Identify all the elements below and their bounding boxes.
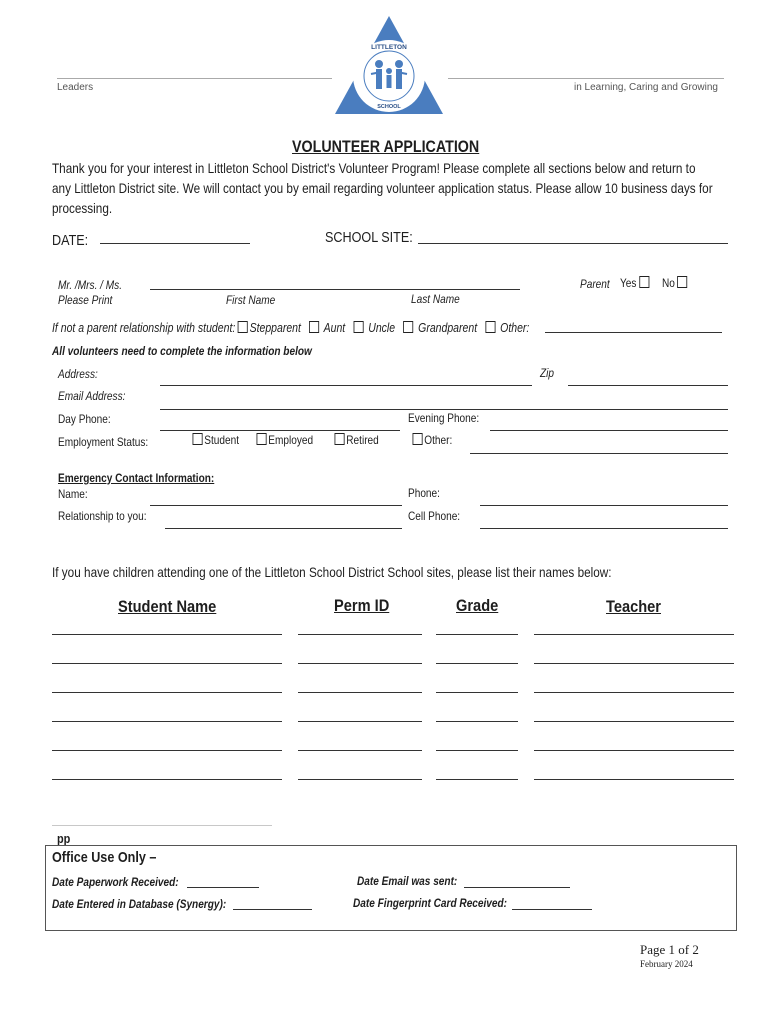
student-name-field[interactable]: [52, 779, 282, 780]
parent-no-option[interactable]: [662, 276, 689, 290]
email-sent-field[interactable]: [464, 887, 570, 888]
no-label: No: [662, 276, 675, 290]
ec-cell-field[interactable]: [480, 528, 728, 529]
teacher-field[interactable]: [534, 692, 734, 693]
student-name-field[interactable]: [52, 692, 282, 693]
student-name-field[interactable]: [52, 663, 282, 664]
relationship-prompt: If not a parent relationship with student:: [52, 321, 236, 335]
relationship-row: [52, 321, 529, 335]
perm-id-field[interactable]: [298, 634, 422, 635]
employment-label: Employment Status:: [58, 435, 149, 449]
day-phone-label: Day Phone:: [58, 412, 111, 426]
grade-field[interactable]: [436, 779, 518, 780]
teacher-field[interactable]: [534, 663, 734, 664]
student-label: Student: [204, 433, 240, 447]
address-label: Address:: [58, 367, 98, 381]
zip-field[interactable]: [568, 385, 728, 386]
children-prompt: If you have children attending one of the Littleton School District School sites, please list their names below:: [52, 564, 612, 580]
stepparent-checkbox[interactable]: [238, 321, 248, 333]
email-field[interactable]: [160, 409, 728, 410]
paperwork-received-field[interactable]: [187, 887, 259, 888]
database-entered-label: Date Entered in Database (Synergy):: [52, 897, 227, 911]
date-label: DATE:: [52, 232, 89, 249]
retired-label: Retired: [346, 433, 379, 447]
employment-other-field[interactable]: [470, 453, 728, 454]
no-checkbox[interactable]: [677, 276, 687, 288]
yes-label: Yes: [620, 276, 637, 290]
right-tagline: in Learning, Caring and Growing: [574, 82, 718, 93]
employment-other-option[interactable]: [410, 433, 452, 447]
intro-text: Thank you for your interest in Littleton School District's Volunteer Program! Please complete all sections below and return to any Littleton District site. We will contact you by email regarding volunteer application status. Please allow 10 business days for processing.: [52, 160, 713, 216]
parent-label: Parent: [580, 277, 610, 291]
aunt-checkbox[interactable]: [309, 321, 319, 333]
all-volunteers-note: All volunteers need to complete the information below: [52, 344, 312, 358]
grandparent-checkbox[interactable]: [403, 321, 413, 333]
aunt-label: Aunt: [323, 321, 346, 335]
other-checkbox[interactable]: [485, 321, 495, 333]
email-sent-label: Date Email was sent:: [357, 874, 458, 888]
fingerprint-received-label: Date Fingerprint Card Received:: [353, 896, 508, 910]
date-field[interactable]: [100, 243, 250, 244]
grade-header: Grade: [456, 596, 499, 615]
logo-icon: [333, 14, 445, 118]
other-relationship-field[interactable]: [545, 332, 722, 333]
student-name-field[interactable]: [52, 721, 282, 722]
perm-id-field[interactable]: [298, 721, 422, 722]
employment-other-checkbox[interactable]: [413, 433, 423, 445]
name-field[interactable]: [150, 289, 520, 290]
perm-id-field[interactable]: [298, 692, 422, 693]
grade-field[interactable]: [436, 692, 518, 693]
ec-relationship-field[interactable]: [165, 528, 402, 529]
page-number: Page 1 of 2: [640, 942, 699, 957]
employment-student-option[interactable]: [190, 433, 239, 447]
page-title: VOLUNTEER APPLICATION: [292, 137, 480, 156]
ec-name-field[interactable]: [150, 505, 402, 506]
teacher-field[interactable]: [534, 721, 734, 722]
zip-label: Zip: [540, 366, 555, 380]
grade-field[interactable]: [436, 663, 518, 664]
ec-cell-label: Cell Phone:: [408, 509, 461, 523]
header-rule-right: [448, 78, 724, 79]
stray-text: pp: [57, 831, 71, 846]
ec-phone-field[interactable]: [480, 505, 728, 506]
office-heading: Office Use Only –: [52, 849, 157, 866]
employment-employed-option[interactable]: [254, 433, 313, 447]
perm-id-field[interactable]: [298, 779, 422, 780]
student-checkbox[interactable]: [193, 433, 203, 445]
school-site-label: SCHOOL SITE:: [325, 229, 413, 246]
paperwork-received-label: Date Paperwork Received:: [52, 875, 179, 889]
ec-name-label: Name:: [58, 487, 88, 501]
name-prefix-label: Mr. /Mrs. / Ms.: [58, 278, 123, 292]
revision-date: February 2024: [640, 959, 693, 969]
yes-checkbox[interactable]: [639, 276, 649, 288]
employed-checkbox[interactable]: [257, 433, 267, 445]
perm-id-header: Perm ID: [334, 596, 390, 615]
ec-phone-label: Phone:: [408, 486, 440, 500]
svg-text:LITTLETON: LITTLETON: [371, 44, 407, 51]
perm-id-field[interactable]: [298, 663, 422, 664]
uncle-label: Uncle: [368, 321, 396, 335]
emergency-heading: Emergency Contact Information:: [58, 471, 215, 485]
teacher-field[interactable]: [534, 779, 734, 780]
left-tagline: Leaders: [57, 82, 94, 93]
teacher-field[interactable]: [534, 634, 734, 635]
first-name-label: First Name: [226, 293, 276, 307]
ec-relationship-label: Relationship to you:: [58, 509, 147, 523]
evening-phone-label: Evening Phone:: [408, 411, 480, 425]
other-label: Other:: [500, 321, 530, 335]
faint-divider: [52, 825, 272, 826]
grade-field[interactable]: [436, 750, 518, 751]
svg-text:SCHOOL: SCHOOL: [377, 104, 401, 110]
school-site-field[interactable]: [418, 243, 728, 244]
uncle-checkbox[interactable]: [354, 321, 364, 333]
evening-phone-field[interactable]: [490, 430, 728, 431]
database-entered-field[interactable]: [233, 909, 312, 910]
address-field[interactable]: [160, 385, 532, 386]
teacher-header: Teacher: [606, 597, 661, 616]
stepparent-label: Stepparent: [249, 321, 301, 335]
student-name-header: Student Name: [118, 597, 217, 616]
perm-id-field[interactable]: [298, 750, 422, 751]
grandparent-label: Grandparent: [418, 321, 478, 335]
retired-checkbox[interactable]: [335, 433, 345, 445]
grade-field[interactable]: [436, 721, 518, 722]
grade-field[interactable]: [436, 634, 518, 635]
fingerprint-received-field[interactable]: [512, 909, 592, 910]
day-phone-field[interactable]: [160, 430, 400, 431]
teacher-field[interactable]: [534, 750, 734, 751]
email-label: Email Address:: [58, 389, 126, 403]
student-name-field[interactable]: [52, 750, 282, 751]
header-rule-left: [57, 78, 332, 79]
employment-other-label: Other:: [424, 433, 453, 447]
please-print-label: Please Print: [58, 293, 113, 307]
last-name-label: Last Name: [411, 292, 460, 306]
district-logo: [333, 14, 445, 118]
student-name-field[interactable]: [52, 634, 282, 635]
employment-retired-option[interactable]: [332, 433, 379, 447]
employed-label: Employed: [268, 433, 314, 447]
parent-yes-option[interactable]: [620, 276, 651, 290]
